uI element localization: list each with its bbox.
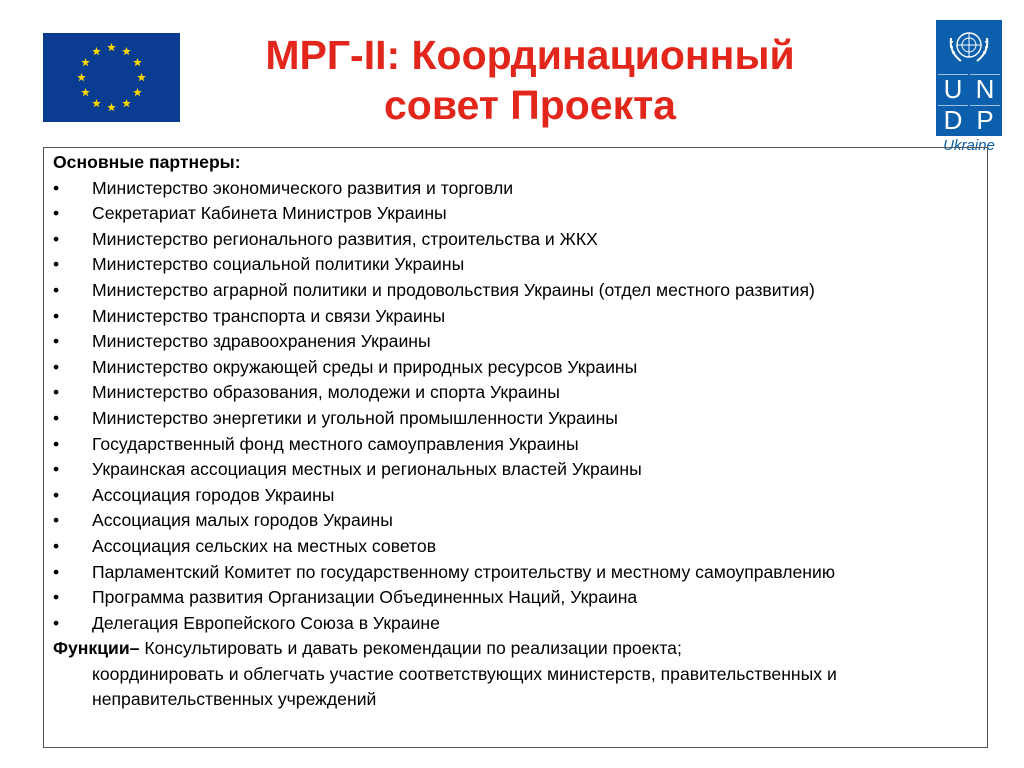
partner-item	[53, 508, 977, 534]
partner-text: Ассоциация сельских на местных советов	[92, 535, 437, 556]
undp-letters	[938, 74, 1000, 134]
partner-item	[53, 406, 977, 432]
eu-flag-logo	[43, 33, 180, 122]
un-emblem-icon	[945, 26, 993, 68]
partner-text: Делегация Европейского Союза в Украине	[92, 612, 440, 633]
partner-text: Министерство регионального развития, строительства и ЖКХ	[92, 228, 598, 249]
partner-text: Министерство социальной политики Украины	[92, 254, 465, 275]
partners-heading: Основные партнеры:	[53, 152, 241, 172]
partner-item	[53, 483, 977, 509]
partners-list	[53, 176, 977, 637]
bullet-icon: •	[53, 254, 60, 275]
partner-text: Секретариат Кабинета Министров Украины	[92, 203, 447, 224]
bullet-icon: •	[53, 356, 60, 377]
partner-item	[53, 560, 977, 586]
undp-letter: N	[970, 74, 1000, 103]
partner-item	[53, 278, 977, 304]
functions-paragraph	[53, 636, 977, 713]
partner-item	[53, 176, 977, 202]
title-line-2: совет Проекта	[383, 82, 676, 128]
bullet-icon: •	[53, 535, 60, 556]
partner-text: Министерство окружающей среды и природных ресурсов Украины	[92, 356, 638, 377]
bullet-icon: •	[53, 331, 60, 352]
partner-text: Министерство аграрной политики и продовольствия Украины (отдел местного развития)	[92, 279, 815, 300]
undp-logo	[936, 20, 1002, 156]
undp-letter: U	[938, 74, 968, 103]
partner-item	[53, 329, 977, 355]
partner-item	[53, 380, 977, 406]
bullet-icon: •	[53, 459, 60, 480]
partner-text: Парламентский Комитет по государственному строительству и местному самоуправлению	[92, 561, 836, 582]
page-title	[210, 30, 850, 130]
partner-text: Министерство здравоохранения Украины	[92, 331, 431, 352]
eu-stars-icon	[43, 33, 180, 122]
bullet-icon: •	[53, 433, 60, 454]
bullet-icon: •	[53, 561, 60, 582]
partner-item	[53, 355, 977, 381]
functions-first-line: Консультировать и давать рекомендации по реализации проекта;	[139, 638, 682, 659]
content-box	[43, 147, 988, 748]
partner-item	[53, 534, 977, 560]
partner-item	[53, 252, 977, 278]
undp-country-label: Ukraine	[943, 137, 995, 154]
bullet-icon: •	[53, 510, 60, 531]
bullet-icon: •	[53, 587, 60, 608]
partner-text: Министерство образования, молодежи и спорта Украины	[92, 382, 560, 403]
functions-label: Функции–	[53, 638, 140, 659]
bullet-icon: •	[53, 305, 60, 326]
partner-text: Министерство экономического развития и торговли	[92, 177, 514, 198]
partner-item	[53, 201, 977, 227]
title-line-1: МРГ-II: Координационный	[265, 32, 795, 78]
partner-text: Ассоциация городов Украины	[92, 484, 335, 505]
bullet-icon: •	[53, 382, 60, 403]
partner-item	[53, 304, 977, 330]
bullet-icon: •	[53, 228, 60, 249]
partner-text: Государственный фонд местного самоуправления Украины	[92, 433, 579, 454]
undp-logo-box	[936, 20, 1002, 136]
bullet-icon: •	[53, 612, 60, 633]
partner-text: Министерство энергетики и угольной промышленности Украины	[92, 407, 618, 428]
partner-text: Министерство транспорта и связи Украины	[92, 305, 446, 326]
undp-letter: P	[970, 105, 1000, 134]
bullet-icon: •	[53, 279, 60, 300]
bullet-icon: •	[53, 407, 60, 428]
partner-text: Программа развития Организации Объединенных Наций, Украина	[92, 587, 638, 608]
partner-text: Ассоциация малых городов Украины	[92, 510, 393, 531]
bullet-icon: •	[53, 203, 60, 224]
partner-item	[53, 227, 977, 253]
partner-item	[53, 457, 977, 483]
bullet-icon: •	[53, 177, 60, 198]
partner-text: Украинская ассоциация местных и региональных властей Украины	[92, 459, 642, 480]
undp-letter: D	[938, 105, 968, 134]
partner-item	[53, 611, 977, 637]
partner-item	[53, 432, 977, 458]
partner-item	[53, 585, 977, 611]
functions-continuation: координировать и облегчать участие соответствующих министерств, правительственных и неправительственных учреждений	[92, 663, 837, 710]
bullet-icon: •	[53, 484, 60, 505]
